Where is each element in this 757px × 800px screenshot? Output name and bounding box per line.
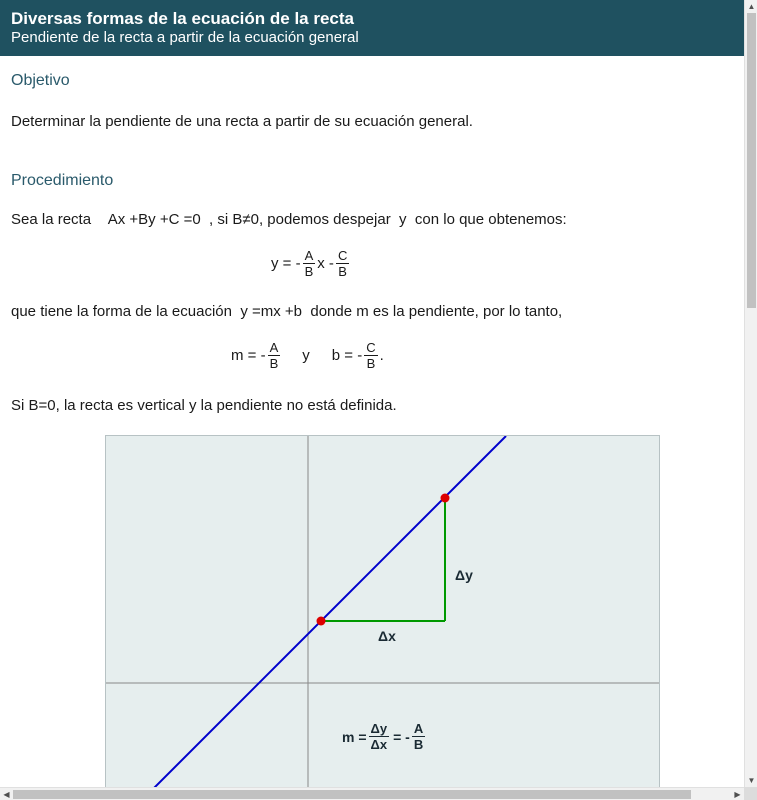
fraction-numerator: A	[413, 721, 424, 736]
fraction-numerator: A	[304, 248, 314, 263]
horizontal-scroll-thumb[interactable]	[13, 790, 691, 799]
general-equation: Ax +By +C =0	[107, 211, 201, 228]
page-header	[0, 0, 744, 56]
objetivo-text: Determinar la pendiente de una recta a partir de su ecuación general.	[11, 113, 473, 130]
formula-lhs: m =	[342, 728, 367, 745]
vertical-scroll-thumb[interactable]	[747, 13, 756, 308]
equation-y-solved	[271, 248, 351, 279]
variable-y: y	[399, 211, 407, 228]
fraction-denominator: B	[338, 264, 347, 279]
line1-text-c: con lo que obtenemos:	[414, 211, 567, 228]
fraction-a-over-b	[412, 721, 425, 752]
scroll-down-icon[interactable]: ▼	[747, 776, 756, 785]
fraction-dy-over-dx	[369, 721, 390, 752]
fraction-numerator: C	[337, 248, 348, 263]
b-lhs: b = -	[331, 347, 363, 364]
fraction-a-over-b	[268, 340, 281, 371]
scrollbar-corner	[744, 787, 757, 800]
procedimiento-line-1	[11, 211, 567, 228]
fraction-denominator: B	[304, 264, 314, 279]
formula-eq: = -	[393, 728, 410, 745]
fraction-denominator: Δx	[370, 737, 388, 752]
eq1-mid: x -	[317, 255, 334, 272]
fraction-numerator: A	[269, 340, 279, 355]
content-area	[0, 56, 744, 787]
line1-text-a: Sea la recta	[11, 211, 92, 228]
fraction-numerator: C	[366, 340, 376, 355]
scroll-left-icon[interactable]: ◀	[3, 790, 10, 799]
eq1-lhs: y = -	[271, 255, 301, 272]
point-2[interactable]	[441, 494, 450, 503]
equation-m-and-b	[231, 340, 384, 371]
slope-intercept-equation: y =mx +b	[240, 303, 303, 320]
line2-text-b: donde m es la pendiente, por lo tanto,	[310, 303, 563, 320]
procedimiento-line-2	[11, 303, 562, 320]
fraction-numerator: Δy	[370, 721, 388, 736]
slope-figure[interactable]	[105, 435, 660, 787]
eq2-end: .	[379, 347, 384, 364]
fraction-a-over-b	[303, 248, 316, 279]
vertical-scrollbar[interactable]	[744, 0, 757, 787]
procedimiento-line-3: Si B=0, la recta es vertical y la pendiente no está definida.	[11, 397, 397, 414]
fraction-denominator: B	[269, 356, 279, 371]
horizontal-scrollbar[interactable]	[0, 787, 744, 800]
page-subtitle: Pendiente de la recta a partir de la ecuación general	[11, 29, 359, 46]
procedimiento-heading: Procedimiento	[11, 172, 114, 189]
scroll-up-icon[interactable]: ▲	[747, 2, 756, 11]
delta-y-label: Δy	[455, 567, 473, 583]
fraction-denominator: B	[413, 737, 424, 752]
fraction-c-over-b	[336, 248, 349, 279]
line-graph	[154, 436, 506, 787]
fraction-denominator: B	[366, 356, 376, 371]
page-title: Diversas formas de la ecuación de la recta	[11, 9, 355, 28]
scroll-right-icon[interactable]: ▶	[734, 790, 741, 799]
line1-text-b: , si B≠0, podemos despejar	[209, 211, 391, 228]
delta-x-label: Δx	[378, 628, 396, 644]
line2-text-a: que tiene la forma de la ecuación	[11, 303, 232, 320]
conjunction-y: y	[302, 347, 310, 364]
slope-formula	[342, 721, 427, 752]
fraction-c-over-b	[364, 340, 377, 371]
point-1[interactable]	[317, 617, 326, 626]
objetivo-heading: Objetivo	[11, 72, 70, 89]
m-lhs: m = -	[231, 347, 266, 364]
